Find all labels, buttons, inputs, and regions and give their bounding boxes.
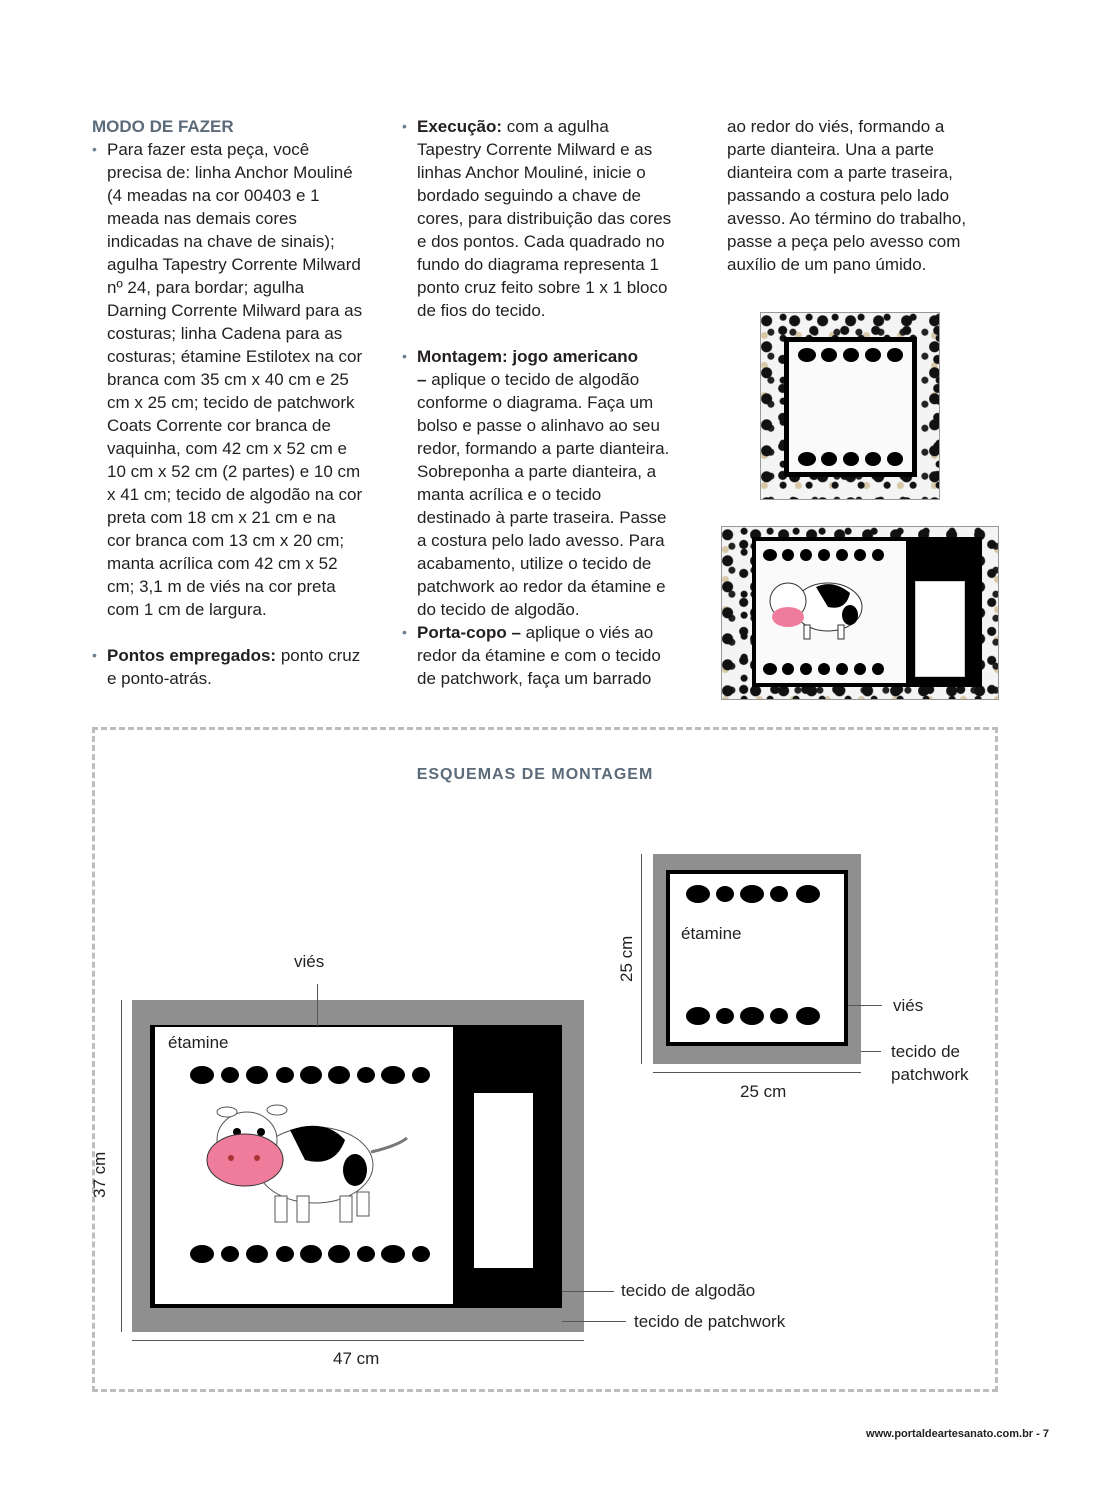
cow-spots-pattern: [791, 347, 911, 467]
text-line: indicadas na chave de sinais);: [107, 232, 335, 251]
spots-pattern: [684, 882, 834, 1032]
site-url[interactable]: www.portaldeartesanato.com.br: [866, 1428, 1034, 1440]
text-line: bolso e passe o alinhavo ao seu: [417, 416, 660, 435]
section-heading: MODO DE FAZER: [92, 117, 234, 136]
text-line: bordado seguindo a chave de: [417, 186, 642, 205]
text-line: ao redor do viés, formando a: [727, 117, 945, 136]
height-label: 25 cm: [617, 935, 636, 982]
execution-paragraph: [402, 115, 702, 322]
text-line: manta acrílica com 42 cm x 52: [107, 554, 338, 573]
column-1: [92, 115, 392, 690]
stitches-paragraph: [92, 644, 392, 690]
text-fragment: aplique o viés ao: [520, 623, 654, 642]
height-label: 37 cm: [90, 1151, 109, 1198]
text-line: cores, para distribuição das cores: [417, 209, 672, 228]
text-line: e dos pontos. Cada quadrado no: [417, 232, 665, 251]
text-line: (4 meadas na cor 00403 e 1: [107, 186, 320, 205]
text-line: x 41 cm; tecido de algodão na cor: [107, 485, 363, 504]
algodao-label: tecido de algodão: [621, 1281, 756, 1300]
text-line: vaquinha, com 42 cm x 52 cm e: [107, 439, 348, 458]
width-dimension-line: [132, 1340, 584, 1341]
height-dimension-line: [121, 1000, 122, 1332]
bullet-icon: •: [402, 624, 407, 640]
patchwork-label-line1: tecido de: [891, 1042, 960, 1061]
text-line: preta com 18 cm x 21 cm e na: [107, 508, 336, 527]
text-line: e ponto-atrás.: [107, 669, 212, 688]
patchwork-label-line2: patchwork: [891, 1065, 969, 1084]
patchwork-label: tecido de patchwork: [634, 1312, 786, 1331]
width-dimension-line: [653, 1072, 861, 1073]
text-line: a costura pelo lado avesso. Para: [417, 531, 665, 550]
text-line: de fios do tecido.: [417, 301, 546, 320]
execution-label: Execução:: [417, 117, 503, 136]
cow-cross-stitch-diagram: [185, 1060, 435, 1270]
stitches-label: Pontos empregados:: [107, 646, 277, 665]
materials-paragraph: [92, 138, 392, 621]
text-line: agulha Tapestry Corrente Milward: [107, 255, 361, 274]
text-line: passando a costura pelo lado: [727, 186, 950, 205]
column-3: [727, 115, 1027, 276]
text-line: acabamento, utilize o tecido de: [417, 554, 652, 573]
footer: [866, 1428, 1049, 1440]
text-line: com 1 cm de largura.: [107, 600, 267, 619]
assembly-label: Montagem: jogo americano: [417, 347, 639, 366]
white-pocket: [474, 1093, 533, 1268]
text-line: dianteira com a parte traseira,: [727, 163, 953, 182]
algodao-arrow: [562, 1291, 614, 1292]
text-line: nº 24, para bordar; agulha: [107, 278, 305, 297]
text-line: meada nas demais cores: [107, 209, 297, 228]
text-line: branca com 35 cm x 40 cm e 25: [107, 370, 349, 389]
text-fragment: aplique o tecido de algodão: [426, 370, 640, 389]
bullet-icon: •: [92, 647, 97, 663]
assembly-paragraph: [402, 345, 702, 621]
text-line: Sobreponha a parte dianteira, a: [417, 462, 657, 481]
dash: –: [417, 370, 427, 389]
text-line: parte dianteira. Una a parte: [727, 140, 934, 159]
etamine-label: étamine: [168, 1033, 229, 1052]
text-line: costuras; linha Cadena para as: [107, 324, 343, 343]
bullet-icon: •: [402, 348, 407, 364]
text-line: Tapestry Corrente Milward e as: [417, 140, 653, 159]
text-line: avesso. Ao término do trabalho,: [727, 209, 967, 228]
text-line: redor, formando a parte dianteira.: [417, 439, 670, 458]
height-dimension-line: [641, 854, 642, 1064]
vies-label: viés: [294, 952, 325, 971]
width-label: 25 cm: [740, 1082, 787, 1101]
coaster-label: Porta-copo –: [417, 623, 521, 642]
column-2: [402, 115, 702, 690]
text-line: cor branca com 13 cm x 20 cm;: [107, 531, 345, 550]
text-line: fundo do diagrama representa 1: [417, 255, 659, 274]
text-fragment: com a agulha: [502, 117, 609, 136]
width-label: 47 cm: [333, 1349, 380, 1368]
text-line: ponto cruz feito sobre 1 x 1 bloco: [417, 278, 668, 297]
placemat-photo: [721, 526, 999, 700]
text-line: auxílio de um pano úmido.: [727, 255, 927, 274]
text-line: destinado à parte traseira. Passe: [417, 508, 667, 527]
coaster-photo: [760, 312, 940, 500]
text-line: patchwork ao redor da étamine e: [417, 577, 666, 596]
text-line: do tecido de algodão.: [417, 600, 580, 619]
bullet-icon: •: [402, 118, 407, 134]
vies-arrow: [848, 1005, 882, 1006]
text-line: de patchwork, faça um barrado: [417, 669, 652, 688]
diagram-title: ESQUEMAS DE MONTAGEM: [416, 766, 654, 783]
text-line: redor da étamine e com o tecido: [417, 646, 661, 665]
page-number: 7: [1042, 1428, 1049, 1440]
text-line: Darning Corrente Milward para as: [107, 301, 363, 320]
patchwork-arrow: [562, 1321, 626, 1322]
text-line: cm; 3,1 m de viés na cor preta: [107, 577, 336, 596]
text-line: passe a peça pelo avesso com: [727, 232, 961, 251]
bullet-icon: •: [92, 141, 97, 157]
text-line: costuras; étamine Estilotex na cor: [107, 347, 363, 366]
text-line: 10 cm x 52 cm (2 partes) e 10 cm: [107, 462, 361, 481]
text-fragment: ponto cruz: [276, 646, 361, 665]
coaster-paragraph: [402, 621, 702, 690]
etamine-label: étamine: [681, 924, 742, 943]
cow-embroidery-photo: [758, 545, 906, 681]
text-line: linhas Anchor Mouliné, inicie o: [417, 163, 646, 182]
text-line: conforme o diagrama. Faça um: [417, 393, 654, 412]
footer-separator: -: [1033, 1428, 1043, 1440]
patchwork-arrow: [861, 1051, 881, 1052]
text-line: cm x 25 cm; tecido de patchwork: [107, 393, 355, 412]
vies-label: viés: [893, 996, 924, 1015]
text-line: Coats Corrente cor branca de: [107, 416, 331, 435]
text-line: Para fazer esta peça, você: [107, 140, 310, 159]
vies-arrow: [317, 984, 318, 1026]
text-line: precisa de: linha Anchor Mouliné: [107, 163, 353, 182]
text-line: manta acrílica e o tecido: [417, 485, 602, 504]
